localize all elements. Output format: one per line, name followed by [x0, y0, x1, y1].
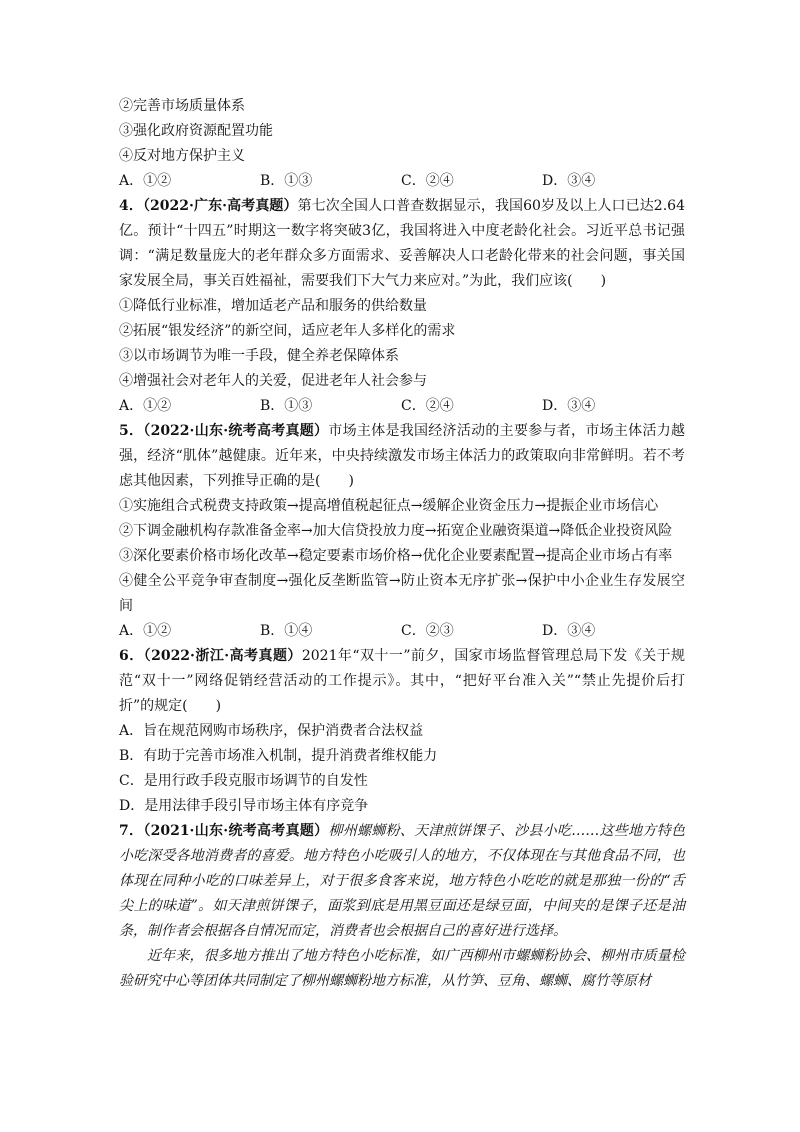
q4-option-c: C．②④: [401, 398, 454, 414]
q4-statement-4: ④增强社会对老年人的关爱，促进老年人社会参与: [119, 373, 427, 389]
q4-statement-1: ①降低行业标准，增加适老产品和服务的供给数量: [119, 298, 427, 314]
q5-options: [119, 619, 685, 644]
q6-source: （2022·浙江·高考真题）: [143, 648, 302, 664]
q5-option-b: B．①④: [260, 623, 313, 639]
q5-stem-paragraph: [119, 419, 685, 494]
q4-number: 4．: [119, 198, 143, 214]
q3-statement-3: ③强化政府资源配置功能: [119, 123, 273, 139]
q4-option-d: D．③④: [542, 398, 596, 414]
q6-option-a: A．旨在规范网购市场秩序，保护消费者合法权益: [119, 723, 424, 739]
question-3-tail: [119, 94, 685, 194]
q5-number: 5．: [119, 423, 144, 439]
question-4: [119, 194, 685, 419]
question-7: [119, 819, 685, 994]
q5-source: （2022·山东·统考高考真题）: [143, 423, 329, 439]
q4-options: [119, 394, 685, 419]
question-5: [119, 419, 685, 644]
q5-statement-4: ④健全公平竞争审查制度→强化反垄断监管→防止资本无序扩张→保护中小企业生存发展空间: [119, 573, 685, 614]
q3-option-a: A．①②: [119, 173, 172, 189]
page-content: [119, 94, 685, 994]
q3-options: [119, 169, 685, 194]
q7-paragraph-2: 近年来，很多地方推出了地方特色小吃标准，如广西柳州市螺蛳粉协会、柳州市质量检验研究中心等团体共同制定了柳州螺蛳粉地方标准，从竹笋、豆角、螺蛳、腐竹等原材: [119, 948, 685, 989]
q6-option-b: B．有助于完善市场准入机制，提升消费者维权能力: [119, 748, 438, 764]
q3-option-b: B．①③: [260, 173, 313, 189]
q6-number: 6．: [119, 648, 144, 664]
q6-stem-paragraph: [119, 644, 685, 719]
q7-source: （2021·山东·统考高考真题）: [143, 823, 329, 839]
q6-option-d: D．是用法律手段引导市场主体有序竞争: [119, 798, 369, 814]
q4-option-a: A．①②: [119, 398, 172, 414]
q3-statement-2: ②完善市场质量体系: [119, 98, 245, 114]
q3-option-d: D．③④: [542, 173, 596, 189]
q4-statement-3: ③以市场调节为唯一手段，健全养老保障体系: [119, 348, 399, 364]
q7-paragraph-1: [119, 819, 685, 944]
q4-stem-paragraph: [119, 194, 685, 294]
q5-stem: 市场主体是我国经济活动的主要参与者，市场主体活力越强，经济“肌体”越健康。近年来，中央持续激发市场主体活力的政策取向非常鲜明。若不考虑其他因素，下列推导正确的是( ): [119, 423, 685, 489]
q7-para1-text: 柳州螺蛳粉、天津煎饼馃子、沙县小吃……这些地方特色小吃深受各地消费者的喜爱。地方特色小吃吸引人的地方，不仅体现在与其他食品不同，也体现在同种小吃的口味差异上，对于很多食客来说，地方特色小吃吃的就是那独一份的“舌尖上的味道”。如天津煎饼馃子，面浆到底是用黑豆面还是绿豆面，中间夹的是馃子还是油条，制作者会根据各自情况而定，消费者也会根据自己的喜好进行选择。: [119, 823, 685, 939]
q4-option-b: B．①③: [260, 398, 313, 414]
question-6: [119, 644, 685, 819]
q4-stem: 第七次全国人口普查数据显示，我国60岁及以上人口已达2.64亿。预计“十四五”时期这一数字将突破3亿，我国将进入中度老龄化社会。习近平总书记强调：“满足数量庞大的老年群众多方面需求、妥善解决人口老龄化带来的社会问题，事关国家发展全局，事关百姓福祉，需要我们下大气力来应对。”为此，我们应该( ): [119, 198, 685, 289]
q5-statement-3: ③深化要素价格市场化改革→稳定要素市场价格→优化企业要素配置→提高企业市场占有率: [119, 548, 673, 564]
q5-statement-2: ②下调金融机构存款准备金率→加大信贷投放力度→拓宽企业融资渠道→降低企业投资风险: [119, 523, 673, 539]
q5-option-a: A．①②: [119, 623, 172, 639]
q4-statement-2: ②拓展“银发经济”的新空间，适应老年人多样化的需求: [119, 323, 456, 339]
q4-source: （2022·广东·高考真题）: [142, 198, 298, 214]
q3-option-c: C．②④: [401, 173, 454, 189]
q5-statement-1: ①实施组合式税费支持政策→提高增值税起征点→缓解企业资金压力→提振企业市场信心: [119, 498, 659, 514]
q6-option-c: C．是用行政手段克服市场调节的自发性: [119, 773, 368, 789]
q5-option-d: D．③④: [542, 623, 596, 639]
q3-statement-4: ④反对地方保护主义: [119, 148, 245, 164]
q5-option-c: C．②③: [401, 623, 454, 639]
q7-number: 7．: [119, 823, 144, 839]
q6-stem: 2021年“双十一”前夕，国家市场监督管理总局下发《关于规范“双十一”网络促销经营活动的工作提示》。其中，“把好平台准入关”“禁止先提价后打折”的规定( ): [119, 648, 685, 714]
